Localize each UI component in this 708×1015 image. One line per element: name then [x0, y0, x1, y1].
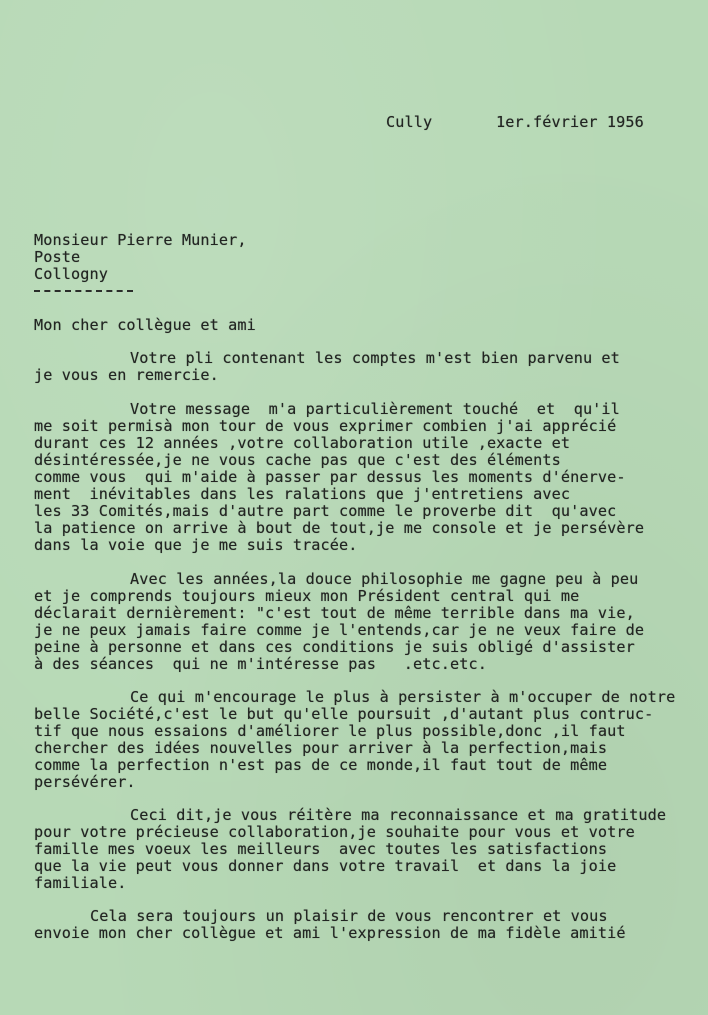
body-line: je vous en remercie.: [34, 366, 219, 384]
body-line: et je comprends toujours mieux mon Président central qui me: [34, 587, 580, 605]
body-line: pour votre précieuse collaboration,je souhaite pour vous et votre: [34, 823, 635, 841]
body-line: désintéressée,je ne vous cache pas que c'est des éléments: [34, 451, 561, 469]
address-underline: [34, 290, 133, 292]
body-line: dans la voie que je me suis tracée.: [34, 536, 358, 554]
body-line: la patience on arrive à bout de tout,je me console et je persévère: [34, 519, 645, 537]
body-line: comme la perfection n'est pas de ce monde,il faut tout de même: [34, 756, 608, 774]
letter-place: Cully: [386, 113, 433, 131]
body-line: tif que nous essaions d'améliorer le plus possible,donc ,il faut: [34, 722, 626, 740]
body-line: Votre message m'a particulièrement touché et qu'il: [130, 400, 620, 418]
body-line: Votre pli contenant les comptes m'est bien parvenu et: [130, 349, 620, 367]
body-line: famille mes voeux les meilleurs avec toutes les satisfactions: [34, 840, 608, 858]
salutation: Mon cher collègue et ami: [34, 316, 256, 334]
body-line: ment inévitables dans les ralations que j'entretiens avec: [34, 485, 571, 503]
body-line: à des séances qui ne m'intéresse pas .etc.etc.: [34, 655, 487, 673]
recipient-name: Monsieur Pierre Munier,: [34, 231, 247, 249]
body-line: Ceci dit,je vous réitère ma reconnaissance et ma gratitude: [130, 806, 667, 824]
body-line: peine à personne et dans ces conditions je suis obligé d'assister: [34, 638, 635, 656]
body-line: persévérer.: [34, 773, 136, 791]
letter-date: 1er.février 1956: [496, 113, 644, 131]
body-line: déclarait dernièrement: "c'est tout de même terrible dans ma vie,: [34, 604, 635, 622]
body-line: comme vous qui m'aide à passer par dessus les moments d'énerve-: [34, 468, 626, 486]
body-line: me soit permisà mon tour de vous exprimer combien j'ai apprécié: [34, 417, 617, 435]
recipient-line2: Poste: [34, 248, 81, 266]
body-line: chercher des idées nouvelles pour arriver à la perfection,mais: [34, 739, 608, 757]
body-line: Cela sera toujours un plaisir de vous rencontrer et vous: [90, 907, 608, 925]
body-line: Ce qui m'encourage le plus à persister à m'occuper de notre: [130, 688, 676, 706]
body-line: envoie mon cher collègue et ami l'expression de ma fidèle amitié: [34, 924, 626, 942]
recipient-city: Collogny: [34, 265, 108, 283]
body-line: je ne peux jamais faire comme je l'entends,car je ne veux faire de: [34, 621, 645, 639]
body-line: que la vie peut vous donner dans votre travail et dans la joie: [34, 857, 617, 875]
body-line: Avec les années,la douce philosophie me gagne peu à peu: [130, 570, 639, 588]
body-line: les 33 Comités,mais d'autre part comme le proverbe dit qu'avec: [34, 502, 617, 520]
body-line: familiale.: [34, 874, 127, 892]
body-line: belle Société,c'est le but qu'elle poursuit ,d'autant plus contruc-: [34, 705, 654, 723]
body-line: durant ces 12 années ,votre collaboration utile ,exacte et: [34, 434, 571, 452]
